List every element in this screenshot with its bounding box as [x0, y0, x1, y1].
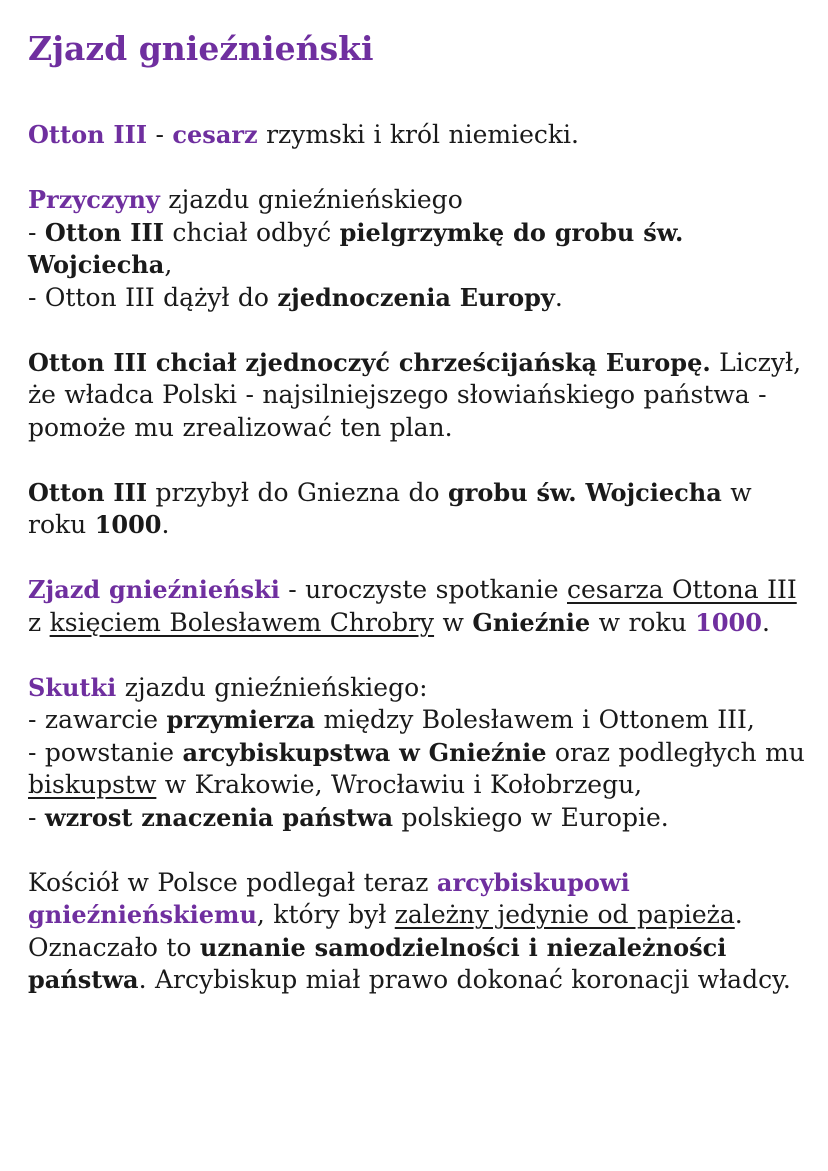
otton-term: Otton III	[28, 120, 148, 149]
definition-term: Zjazd gnieźnieński	[28, 575, 280, 604]
page-title: Zjazd gnieźnieński	[28, 29, 374, 68]
effect1-prefix: - zawarcie	[28, 705, 167, 734]
effect1-bold: przymierza	[166, 705, 316, 734]
arrival-mid: przybył do Gniezna do	[147, 477, 448, 507]
church-underline: zależny jedynie od papieża	[394, 900, 735, 929]
cesarz-term: cesarz	[172, 120, 258, 149]
effect1-rest: między Bolesławem i Ottonem III,	[315, 705, 755, 734]
definition-year: 1000	[695, 607, 762, 637]
church-bold: uznanie samodzielności i niezależności państwa	[28, 932, 727, 994]
spacer	[28, 444, 808, 477]
spacer	[28, 152, 808, 185]
intro-dash: -	[147, 120, 173, 149]
plan-rest: Liczył, że władca Polski - najsilniejszego słowiańskiego państwa - pomoże mu zrealizować ten plan.	[28, 347, 802, 442]
cause1-mid: chciał odbyć	[163, 217, 340, 247]
causes-heading: Przyczyny	[28, 185, 160, 214]
effect3-prefix: -	[28, 802, 45, 832]
effect2-prefix: - powstanie	[28, 737, 183, 767]
cause2-bold: zjednoczenia Europy	[277, 282, 555, 312]
church-end: . Arcybiskup miał prawo dokonać koronacji władcy.	[138, 965, 791, 994]
cause1-prefix: -	[28, 217, 45, 247]
definition-mid2: z	[28, 607, 50, 637]
church-start: Kościół w Polsce podlegał teraz	[28, 867, 437, 897]
cause2-prefix: - Otton III dążył do	[28, 282, 278, 312]
church-mid2: . Oznaczało to	[28, 900, 743, 962]
effects-heading-rest: zjazdu gnieźnieńskiego:	[116, 672, 428, 702]
arrival-bold1: Otton III	[28, 477, 148, 507]
definition-duke: księciem Bolesławem Chrobry	[49, 607, 435, 637]
definition-mid: - uroczyste spotkanie	[279, 575, 567, 604]
cause1-end: ,	[164, 250, 173, 279]
effect3-rest: polskiego w Europie.	[393, 802, 669, 832]
effects-heading: Skutki	[28, 672, 117, 702]
plan-bold: Otton III chciał zjednoczyć chrześcijańską Europę.	[28, 347, 711, 377]
definition-end: .	[761, 607, 770, 637]
effect2-rest: w Krakowie, Wrocławiu i Kołobrzegu,	[156, 770, 643, 799]
arrival-end: .	[161, 510, 170, 539]
spacer	[28, 834, 808, 867]
effects-paragraph	[28, 672, 808, 835]
definition-mid3: w	[434, 607, 473, 637]
effect2-underline: biskupstw	[28, 770, 157, 799]
effect2-bold: arcybiskupstwa w Gnieźnie	[182, 737, 547, 767]
arrival-paragraph	[28, 477, 808, 542]
cause1-bold1: Otton III	[44, 217, 164, 247]
spacer	[28, 542, 808, 575]
cause1-bold2: pielgrzymkę do grobu św. Wojciecha	[28, 217, 684, 279]
spacer	[28, 72, 808, 119]
definition-paragraph	[28, 574, 808, 639]
cause2-end: .	[554, 282, 563, 312]
effect3-bold: wzrost znaczenia państwa	[44, 802, 394, 832]
church-archbishop: arcybiskupowi gnieźnieńskiemu	[28, 867, 630, 929]
effect2-mid: oraz podległych mu	[546, 737, 805, 767]
causes-heading-rest: zjazdu gnieźnieńskiego	[159, 185, 463, 214]
definition-mid4: w roku	[590, 607, 696, 637]
church-paragraph	[28, 867, 808, 997]
causes-paragraph	[28, 184, 808, 314]
arrival-year: 1000	[94, 510, 162, 539]
definition-emperor: cesarza Ottona III	[567, 575, 797, 604]
plan-paragraph	[28, 347, 808, 445]
definition-place: Gnieźnie	[472, 607, 591, 637]
spacer	[28, 314, 808, 347]
intro-rest: rzymski i król niemiecki.	[257, 120, 579, 149]
arrival-bold2: grobu św. Wojciecha	[447, 477, 722, 507]
intro-paragraph	[28, 119, 808, 152]
document-page	[28, 26, 808, 997]
arrival-mid2: w roku	[28, 477, 752, 539]
church-mid: , który był	[256, 900, 395, 929]
spacer	[28, 639, 808, 672]
